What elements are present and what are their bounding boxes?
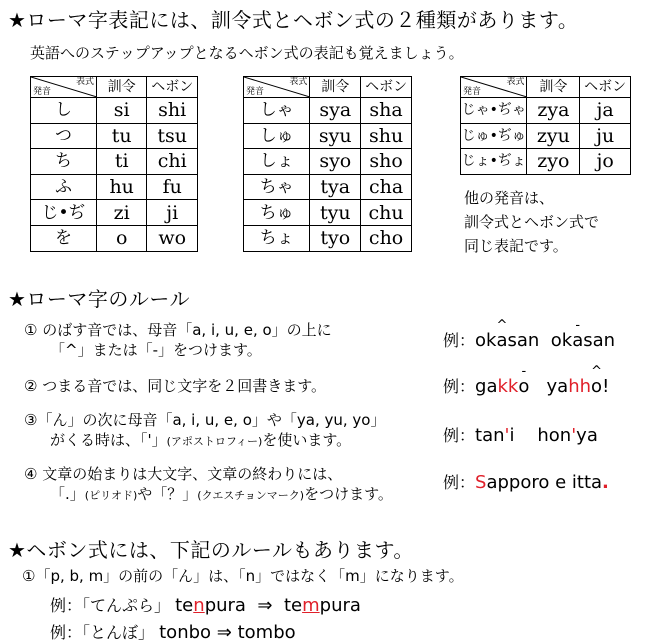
col-kunrei-header: 訓令: [96, 77, 146, 98]
kunrei-cell: sya: [310, 98, 361, 124]
kunrei-cell: zya: [527, 98, 580, 124]
example-2: 例：gakko - yahho ^ !: [443, 364, 610, 397]
table-corner-header: 表式 発音: [244, 77, 310, 98]
hepburn-rule-1: ①「p, b, m」の前の「ん」は、「n」ではなく「m」になります。: [22, 567, 464, 585]
table-row: [461, 123, 631, 149]
hepburn-cell: sho: [361, 149, 412, 175]
hepburn-cell: ji: [147, 200, 198, 226]
kunrei-cell: zyu: [527, 123, 580, 149]
hepburn-cell: jo: [580, 149, 631, 175]
col-hepburn-header: ヘボン: [361, 77, 412, 98]
example-3: 例：tan'i hon'ya: [443, 425, 598, 446]
rule-4: ④ 文章の始まりは大文字、文章の終わりには、 「.」(ピリオド)や「？」(クエスチョンマーク)をつけます。: [24, 465, 393, 503]
kana-cell: しょ: [244, 149, 310, 175]
kana-cell: ふ: [31, 174, 97, 200]
kana-cell: ちょ: [244, 225, 310, 251]
table-row: [244, 225, 412, 251]
romaji-table-3: [460, 76, 631, 175]
kana-cell: ちゃ: [244, 174, 310, 200]
hepburn-cell: wo: [147, 225, 198, 251]
romaji-table-1: [30, 76, 198, 252]
table-corner-header: 表式 発音: [461, 77, 527, 98]
kana-cell: じょ•ぢょ: [461, 149, 527, 175]
hepburn-cell: chu: [361, 200, 412, 226]
kana-cell: ち: [31, 149, 97, 175]
col-kunrei-header: 訓令: [527, 77, 580, 98]
hepburn-cell: cha: [361, 174, 412, 200]
kana-cell: つ: [31, 123, 97, 149]
table-row: [244, 174, 412, 200]
kunrei-cell: o: [96, 225, 146, 251]
kunrei-cell: syu: [310, 123, 361, 149]
hepburn-cell: shu: [361, 123, 412, 149]
hepburn-cell: chi: [147, 149, 198, 175]
table-row: [31, 174, 198, 200]
hepburn-cell: fu: [147, 174, 198, 200]
rule-1: ① のばす音では、母音「a, i, u, e, o」の上に 「^」または「-」をつけます。: [24, 321, 332, 359]
rule-3: ③「ん」の次に母音「a, i, u, e, o」や「ya, yu, yo」 がくる時は、「'」(アポストロフィー)を使います。: [24, 411, 386, 449]
kunrei-cell: tyu: [310, 200, 361, 226]
table-row: [31, 149, 198, 175]
table-row: [31, 225, 198, 251]
kunrei-cell: zi: [96, 200, 146, 226]
kana-cell: し: [31, 98, 97, 124]
kunrei-cell: ti: [96, 149, 146, 175]
table-row: [244, 123, 412, 149]
kunrei-cell: si: [96, 98, 146, 124]
kunrei-cell: syo: [310, 149, 361, 175]
kunrei-cell: tu: [96, 123, 146, 149]
hepburn-cell: sha: [361, 98, 412, 124]
kana-cell: じゃ•ぢゃ: [461, 98, 527, 124]
hepburn-cell: ja: [580, 98, 631, 124]
table-row: [244, 98, 412, 124]
kunrei-cell: tyo: [310, 225, 361, 251]
col-kunrei-header: 訓令: [310, 77, 361, 98]
table-row: [461, 149, 631, 175]
kana-cell: じゅ•ぢゅ: [461, 123, 527, 149]
hepburn-example-2-partial: 例：「とんぼ」 tonbo ⇒ tombo: [50, 622, 296, 643]
hepburn-cell: ju: [580, 123, 631, 149]
same-notation-note: 他の発音は、 訓令式とヘボン式で 同じ表記です。: [464, 189, 600, 255]
rules-title: ★ローマ字のルール: [8, 287, 191, 311]
page-subtitle: 英語へのステップアップとなるヘボン式の表記も覚えましょう。: [30, 44, 464, 62]
kunrei-cell: tya: [310, 174, 361, 200]
table-row: [244, 149, 412, 175]
table-row: [31, 123, 198, 149]
hepburn-cell: shi: [147, 98, 198, 124]
kana-cell: を: [31, 225, 97, 251]
table-row: [31, 200, 198, 226]
rule-2: ② つまる音では、同じ文字を２回書きます。: [24, 377, 327, 395]
romaji-table-2: [243, 76, 412, 252]
kunrei-cell: hu: [96, 174, 146, 200]
kunrei-cell: zyo: [527, 149, 580, 175]
table-row: [461, 98, 631, 124]
page-title: ★ローマ字表記には、訓令式とヘボン式の２種類があります。: [8, 8, 579, 32]
col-hepburn-header: ヘボン: [580, 77, 631, 98]
table-row: [244, 200, 412, 226]
hepburn-cell: tsu: [147, 123, 198, 149]
kana-cell: じ•ぢ: [31, 200, 97, 226]
kana-cell: しゅ: [244, 123, 310, 149]
example-1: 例：oka ^ san oka - san: [443, 318, 616, 351]
kana-cell: しゃ: [244, 98, 310, 124]
hepburn-title: ★ヘボン式には、下記のルールもあります。: [8, 538, 414, 562]
hepburn-cell: cho: [361, 225, 412, 251]
kana-cell: ちゅ: [244, 200, 310, 226]
hepburn-example-1: 例：「てんぷら」 tenpura ⇒ tempura: [50, 595, 361, 616]
table-row: [31, 98, 198, 124]
col-hepburn-header: ヘボン: [147, 77, 198, 98]
example-4: 例：Sapporo e itta.: [443, 472, 609, 493]
table-corner-header: 表式 発音: [31, 77, 97, 98]
